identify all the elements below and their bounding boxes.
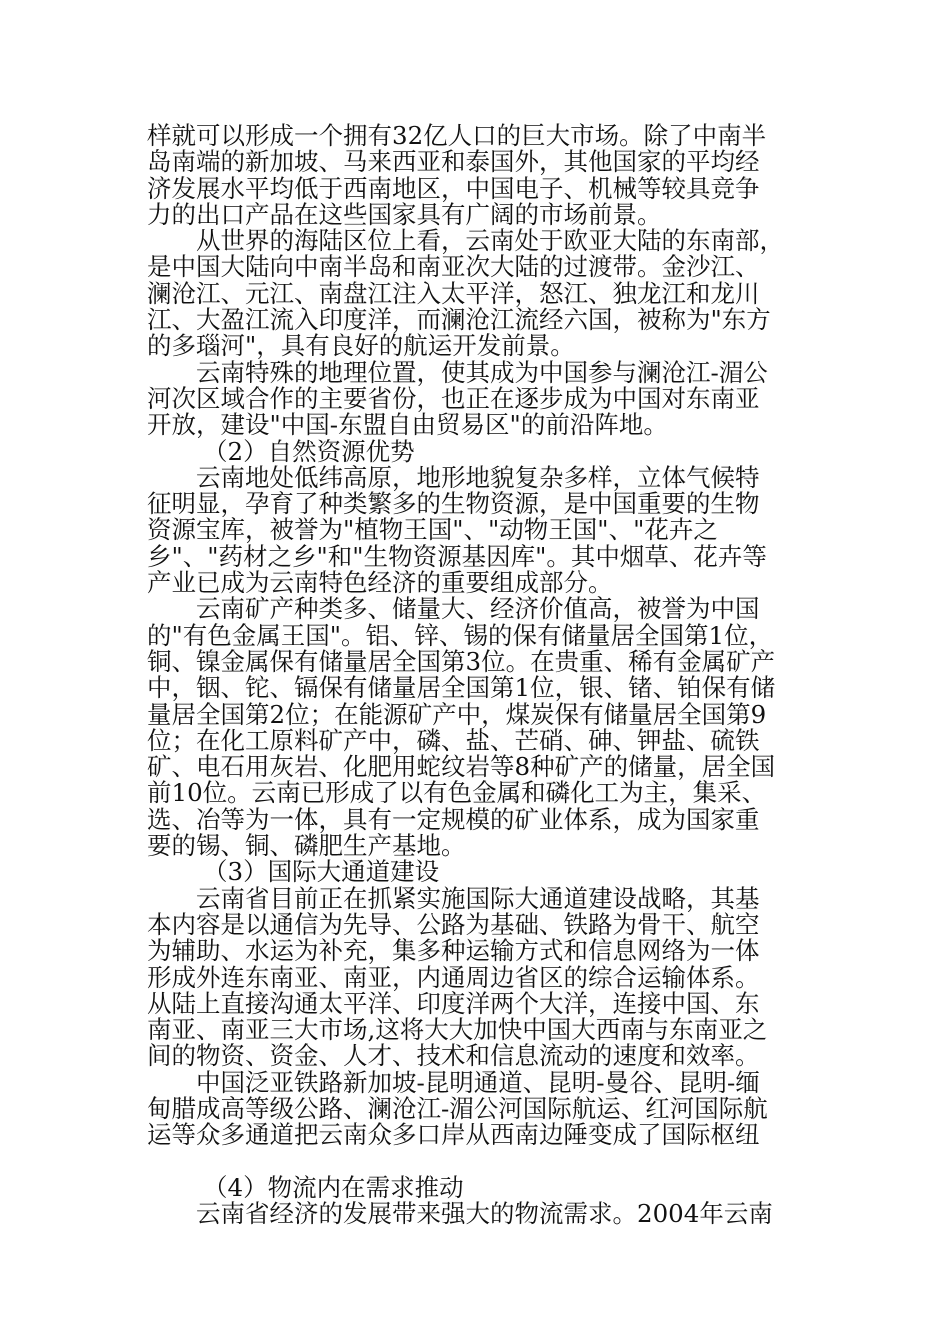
text-line: 是中国大陆向中南半岛和南亚次大陆的过渡带。金沙江、 [147,252,760,282]
section-heading: （3）国际大通道建设 [203,857,440,887]
paragraph-start: 从世界的海陆区位上看，云南处于欧亚大陆的东南部， [196,226,784,256]
section-heading: （2）自然资源优势 [203,436,415,466]
text-line: 甸腊成高等级公路、澜沧江-湄公河国际航运、红河国际航 [147,1093,768,1123]
text-line: 力的出口产品在这些国家具有广阔的市场前景。 [147,199,662,229]
paragraph-start: 云南地处低纬高原，地形地貌复杂多样，立体气候特 [196,462,760,492]
text-line: 澜沧江、元江、南盘江注入太平洋，怒江、独龙江和龙川 [147,278,760,308]
text-line: 产业已成为云南特色经济的重要组成部分。 [147,568,613,598]
text-line: 从陆上直接沟通太平洋、印度洋两个大洋，连接中国、东 [147,988,760,1018]
paragraph-gap [147,1149,807,1175]
text-line: 要的锡、铜、磷肥生产基地。 [147,831,466,861]
text-line: 乡"、"药材之乡"和"生物资源基因库"。其中烟草、花卉等 [147,541,767,571]
text-line: 样就可以形成一个拥有32亿人口的巨大市场。除了中南半 [147,121,767,150]
text-line: 中，铟、铊、镉保有储量居全国第1位，银、锗、铂保有储 [147,673,776,703]
text-line: 本内容是以通信为先导、公路为基础、铁路为骨干、航空 [147,909,760,939]
text-line: 间的物资、资金、人才、技术和信息流动的速度和效率。 [147,1041,760,1071]
paragraph-start: 中国泛亚铁路新加坡-昆明通道、昆明-曼谷、昆明-缅 [196,1067,760,1097]
text-line: 资源宝库，被誉为"植物王国"、"动物王国"、"花卉之 [147,515,718,545]
paragraph-start: 云南特殊的地理位置，使其成为中国参与澜沧江-湄公 [196,357,768,387]
text-line: 江、大盈江流入印度洋，而澜沧江流经六国，被称为"东方 [147,305,771,335]
paragraph-start: 云南矿产种类多、储量大、经济价值高，被誉为中国 [196,594,760,624]
paragraph-start: 云南省经济的发展带来强大的物流需求。2004年云南 [196,1198,773,1228]
text-line: 选、冶等为一体，具有一定规模的矿业体系，成为国家重 [147,804,760,834]
text-line: 河次区域合作的主要省份，也正在逐步成为中国对东南亚 [147,383,760,413]
text-line: 岛南端的新加坡、马来西亚和泰国外，其他国家的平均经 [147,147,760,177]
paragraph-start: 云南省目前正在抓紧实施国际大通道建设战略，其基 [196,883,760,913]
text-line: 铜、镍金属保有储量居全国第3位。在贵重、稀有金属矿产 [147,646,776,676]
body-text [147,123,807,1227]
text-line: 南亚、南亚三大市场,这将大大加快中国大西南与东南亚之 [147,1015,768,1045]
text-line: 运等众多通道把云南众多口岸从西南边陲变成了国际枢纽 [147,1120,760,1150]
text-line: 开放，建设"中国-东盟自由贸易区"的前沿阵地。 [147,410,668,440]
text-line: 位；在化工原料矿产中，磷、盐、芒硝、砷、钾盐、硫铁 [147,725,760,755]
text-line: 形成外连东南亚、南亚，内通周边省区的综合运输体系。 [147,962,760,992]
text-line: 前10位。云南已形成了以有色金属和磷化工为主，集采、 [147,778,767,808]
text-line: 为辅助、水运为补充，集多种运输方式和信息网络为一体 [147,936,760,966]
text-line: 的"有色金属王国"。铝、锌、锡的保有储量居全国第1位， [147,620,774,650]
section-heading: （4）物流内在需求推动 [203,1172,464,1202]
text-line: 济发展水平均低于西南地区，中国电子、机械等较具竞争 [147,173,760,203]
text-line: 的多瑙河"，具有良好的航运开发前景。 [147,331,575,361]
text-line: 征明显，孕育了种类繁多的生物资源，是中国重要的生物 [147,489,760,519]
text-line: 量居全国第2位；在能源矿产中，煤炭保有储量居全国第9 [147,699,767,729]
text-line: 矿、电石用灰岩、化肥用蛇纹岩等8种矿产的储量，居全国 [147,752,776,782]
